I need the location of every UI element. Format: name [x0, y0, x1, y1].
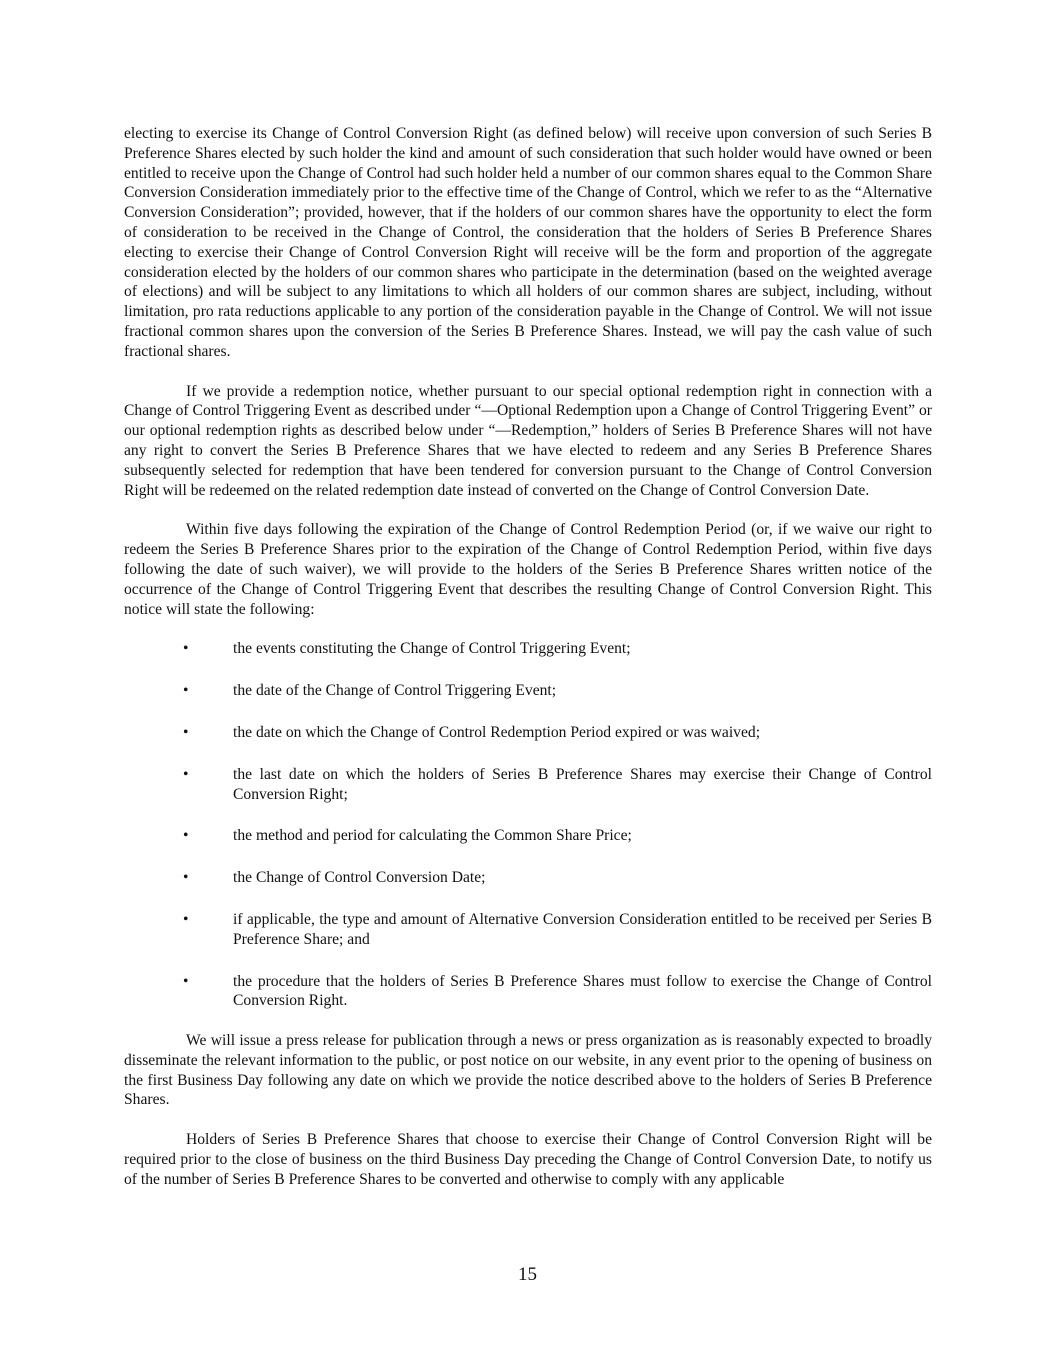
bullet-icon: •	[183, 723, 189, 741]
bullet-icon: •	[183, 910, 189, 928]
list-item-text: the method and period for calculating the Common Share Price;	[233, 827, 632, 845]
list-item-text: the date of the Change of Control Triggering Event;	[233, 682, 557, 700]
list-item	[124, 868, 932, 888]
bullet-icon: •	[183, 972, 189, 990]
list-item-text: the date on which the Change of Control Redemption Period expired or was waived;	[233, 723, 761, 741]
paragraph-redemption-notice: If we provide a redemption notice, whether pursuant to our special optional redemption right in connection with a Change of Control Triggering Event as described under “—Optional Redemption upon a Change of Control Triggering Event” or our optional redemption rights as described below under “—Redemption,” holders of Series B Preference Shares will not have any right to convert the Series B Preference Shares that we have elected to redeem and any Series B Preference Shares subsequently selected for redemption that have been tendered for conversion pursuant to the Change of Control Conversion Right will be redeemed on the related redemption date instead of converted on the Change of Control Conversion Date.	[124, 382, 932, 499]
list-item-text: if applicable, the type and amount of Alternative Conversion Consideration entitled to be received per Series B Preference Share; and	[233, 910, 932, 948]
bullet-icon: •	[183, 640, 189, 658]
list-item	[124, 765, 932, 805]
list-item	[124, 723, 932, 743]
list-item	[124, 910, 932, 950]
list-item-text: the procedure that the holders of Series B Preference Shares must follow to exercise the Change of Control Conversion Right.	[233, 972, 932, 1010]
bullet-icon: •	[183, 682, 189, 700]
paragraph-written-notice: Within five days following the expiration of the Change of Control Redemption Period (or, if we waive our right to redeem the Series B Preference Shares prior to the expiration of the Change of Control Redemption Period, within five days following the date of such waiver), we will provide to the holders of the Series B Preference Shares written notice of the occurrence of the Change of Control Triggering Event that describes the resulting Change of Control Conversion Right. This notice will state the following:	[124, 521, 932, 618]
page-number: 15	[518, 1264, 537, 1285]
list-item-text: the Change of Control Conversion Date;	[233, 869, 486, 887]
list-item-text: the last date on which the holders of Series B Preference Shares may exercise their Change of Control Conversion Right;	[233, 765, 932, 803]
bullet-icon: •	[183, 827, 189, 845]
paragraph-press-release: We will issue a press release for publication through a news or press organization as is reasonably expected to broadly disseminate the relevant information to the public, or post notice on our website, in any event prior to the opening of business on the first Business Day following any date on which we provide the notice described above to the holders of Series B Preference Shares.	[124, 1032, 932, 1109]
paragraph-holder-obligations: Holders of Series B Preference Shares that choose to exercise their Change of Control Conversion Right will be required prior to the close of business on the third Business Day preceding the Change of Control Conversion Date, to notify us of the number of Series B Preference Shares to be converted and otherwise to comply with any applicable	[124, 1131, 932, 1188]
document-body	[124, 124, 932, 1210]
bullet-icon: •	[183, 765, 189, 783]
bullet-icon: •	[183, 869, 189, 887]
notice-contents-list	[124, 639, 932, 1011]
list-item	[124, 681, 932, 701]
list-item-text: the events constituting the Change of Control Triggering Event;	[233, 640, 631, 658]
paragraph-conversion-consideration: electing to exercise its Change of Control Conversion Right (as defined below) will receive upon conversion of such Series B Preference Shares elected by such holder the kind and amount of such consideration that such holder would have owned or been entitled to receive upon the Change of Control had such holder held a number of our common shares equal to the Common Share Conversion Consideration immediately prior to the effective time of the Change of Control, which we refer to as the “Alternative Conversion Consideration”; provided, however, that if the holders of our common shares have the opportunity to elect the form of consideration to be received in the Change of Control, the consideration that the holders of Series B Preference Shares electing to exercise their Change of Control Conversion Right will receive will be the form and proportion of the aggregate consideration elected by the holders of our common shares who participate in the determination (based on the weighted average of elections) and will be subject to any limitations to which all holders of our common shares are subject, including, without limitation, pro rata reductions applicable to any portion of the consideration payable in the Change of Control. We will not issue fractional common shares upon the conversion of the Series B Preference Shares. Instead, we will pay the cash value of such fractional shares.	[124, 125, 932, 360]
list-item	[124, 826, 932, 846]
list-item	[124, 639, 932, 659]
list-item	[124, 972, 932, 1012]
